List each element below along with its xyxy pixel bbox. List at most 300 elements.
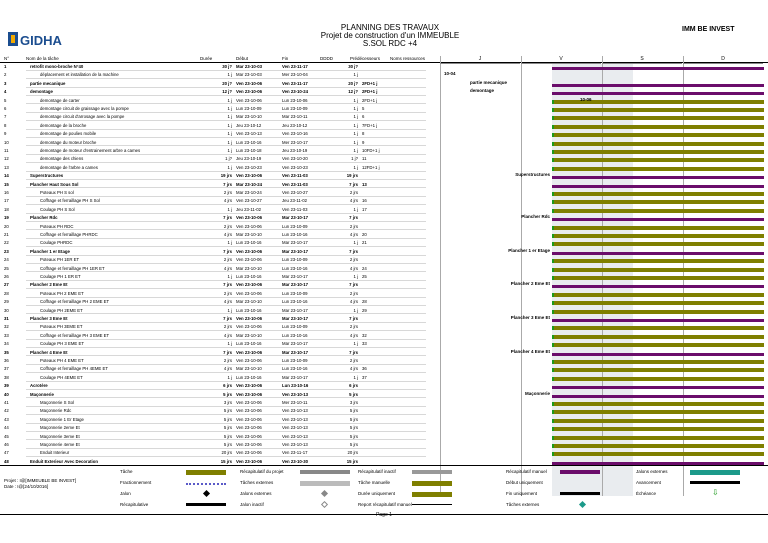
task-end: Lun 23-10-09: [282, 223, 308, 229]
task-row[interactable]: [4, 307, 426, 315]
task-name: partie mecanique: [30, 80, 66, 86]
task-end: Ven 23-10-20: [282, 156, 308, 162]
task-predecessors: 13: [362, 181, 367, 187]
task-dddd: 4 jrs: [349, 299, 358, 305]
legend-inactive-summary-swatch: [412, 470, 452, 474]
gantt-progress-marker: [552, 133, 554, 137]
task-predecessors: 36: [362, 366, 367, 372]
task-duration: 12 j?: [222, 89, 232, 95]
task-predecessors: 32: [362, 332, 367, 338]
task-predecessors: 37: [362, 374, 367, 380]
task-id: 14: [4, 173, 9, 179]
gantt-label: Plancher 2 Eme Et: [510, 281, 550, 287]
gantt-progress-marker: [552, 427, 554, 431]
task-id: 31: [4, 316, 9, 321]
task-row[interactable]: [4, 341, 426, 348]
task-start: Ven 23-10-06: [236, 408, 262, 414]
gantt-progress-marker: [552, 419, 554, 423]
gantt-label: Plancher Rdc: [521, 214, 550, 220]
task-dddd: 4 jrs: [349, 265, 358, 271]
legend-duration-only-swatch: [412, 492, 452, 497]
task-dddd: 1 j: [353, 72, 358, 78]
task-name: demontage du moteur broche: [40, 139, 97, 145]
gantt-progress-marker: [552, 360, 554, 364]
task-row[interactable]: [4, 156, 426, 163]
task-start: Ven 23-10-06: [236, 215, 263, 221]
gantt-progress-marker: [552, 276, 554, 280]
gantt-col-d: D: [683, 56, 763, 64]
gantt-col-j: J: [440, 56, 520, 64]
task-name: Coulage PH 1 ER ET: [40, 274, 81, 279]
title-line-2: Projet de construction d'un IMMEUBLE: [320, 31, 460, 40]
task-predecessors: 6: [362, 114, 365, 120]
task-row[interactable]: [4, 324, 426, 331]
task-id: 5: [4, 97, 7, 103]
gantt-task-bar[interactable]: [554, 242, 764, 246]
task-start: Jeu 23-11-02: [236, 206, 262, 212]
milestone-icon: [203, 490, 210, 497]
gantt-progress-marker: [552, 209, 554, 213]
gantt-task-bar[interactable]: [554, 133, 764, 137]
task-row[interactable]: [4, 223, 426, 231]
task-start: Lun 23-10-16: [236, 341, 262, 347]
task-name: Coulage PH 3 EME ET: [40, 341, 84, 347]
task-predecessors: 5: [362, 106, 365, 111]
task-id: 21: [4, 232, 9, 237]
task-dddd: 2 jrs: [349, 223, 358, 229]
task-start: Ven 23-10-27: [236, 198, 262, 204]
task-predecessors: 11: [362, 156, 367, 162]
task-name: Coffrage et ferraillage PH 4EME ET: [40, 366, 108, 372]
task-row[interactable]: [4, 391, 426, 399]
gantt-progress-marker: [552, 242, 554, 246]
task-end: Mer 23-10-17: [282, 139, 308, 145]
task-row[interactable]: [4, 198, 426, 205]
task-row[interactable]: [4, 366, 426, 373]
task-name: demontage de moteur d'entrainement arbre a cames: [40, 148, 141, 153]
gantt-task-bar[interactable]: [554, 125, 764, 129]
gantt-task-bar[interactable]: [554, 360, 764, 364]
task-start: Ven 23-10-06: [236, 450, 262, 456]
task-row[interactable]: [4, 383, 426, 390]
task-row[interactable]: [4, 274, 426, 281]
gantt-progress-marker: [552, 150, 554, 154]
task-end: Lun 23-10-09: [282, 257, 308, 263]
task-end: Lun 23-10-09: [282, 324, 308, 330]
gantt-chart: [440, 56, 764, 496]
gantt-task-bar[interactable]: [554, 259, 764, 263]
task-row[interactable]: [4, 89, 426, 96]
task-row[interactable]: [4, 248, 426, 256]
legend-task-swatch: [186, 470, 226, 475]
gantt-label: Plancher 1 er Etage: [508, 247, 550, 253]
gantt-task-bar[interactable]: [554, 276, 764, 280]
task-duration: 1 j: [227, 164, 232, 170]
task-name: Maçonnerie 4eme Et: [40, 442, 80, 447]
task-predecessors: 12FD+1 j: [362, 164, 380, 170]
gantt-summary-bar[interactable]: [552, 353, 764, 356]
legend-item: Récapitulatif manuel: [506, 469, 547, 474]
gantt-task-bar[interactable]: [554, 436, 764, 440]
col-header-name: Nom de la tâche: [26, 56, 59, 61]
task-duration: 1 j: [227, 148, 232, 153]
gantt-task-bar[interactable]: [554, 343, 764, 347]
task-id: 30: [4, 307, 9, 313]
gantt-col-s: S: [602, 56, 682, 64]
legend-item: Tâches externes: [240, 480, 274, 485]
task-id: 20: [4, 223, 9, 229]
project-info: [4, 478, 76, 490]
task-row[interactable]: [4, 358, 426, 365]
legend-item: Jalons externes: [636, 469, 668, 474]
task-start: Ven 23-10-06: [236, 324, 262, 330]
task-start: Ven 23-10-06: [236, 80, 263, 86]
task-start: Lun 23-10-16: [236, 274, 262, 279]
gantt-progress-marker: [552, 116, 554, 120]
gantt-task-bar[interactable]: [554, 158, 764, 162]
task-start: Ven 23-10-06: [236, 248, 263, 254]
legend-item: Début uniquement: [506, 480, 543, 485]
task-duration: 1 j: [227, 341, 232, 347]
task-end: Mar 23-10-17: [282, 240, 308, 246]
task-end: Ven 23-10-13: [282, 433, 308, 439]
task-end: Ven 23-11-03: [282, 173, 308, 179]
task-start: Mar 23-10-10: [236, 332, 262, 338]
task-row[interactable]: [4, 106, 426, 113]
task-row[interactable]: [4, 282, 426, 289]
task-id: 39: [4, 383, 9, 389]
task-duration: 15 jrs: [220, 458, 232, 464]
gantt-progress-marker: [552, 326, 554, 330]
task-end: Mar 23-10-17: [282, 248, 309, 254]
task-predecessors: 8: [362, 131, 365, 137]
task-name: demontage de l'arbre a cames: [40, 164, 98, 170]
title-line-3: S.SOL RDC +4: [362, 39, 418, 48]
task-row[interactable]: [4, 97, 426, 105]
legend-item: Jalons externes: [240, 491, 272, 496]
task-start: Mar 23-10-03: [236, 64, 263, 69]
task-dddd: 15 jrs: [346, 458, 358, 464]
task-duration: 1 j: [227, 274, 232, 279]
task-end: Ven 23-10-13: [282, 425, 308, 431]
gantt-task-bar[interactable]: [554, 150, 764, 154]
gantt-summary-bar[interactable]: [552, 84, 764, 87]
task-predecessors: 16: [362, 198, 367, 204]
task-row[interactable]: [4, 206, 426, 214]
gantt-task-bar[interactable]: [554, 108, 764, 112]
task-row[interactable]: [4, 316, 426, 323]
gantt-summary-bar[interactable]: [552, 319, 764, 322]
task-start: Ven 23-10-06: [236, 400, 262, 405]
task-row[interactable]: [4, 190, 426, 197]
task-start: Ven 23-10-06: [236, 383, 263, 389]
task-name: Coulage PH 4EME ET: [40, 374, 83, 380]
task-row[interactable]: [4, 139, 426, 147]
task-row[interactable]: [4, 64, 426, 71]
task-row[interactable]: [4, 433, 426, 441]
gantt-task-bar[interactable]: [554, 116, 764, 120]
task-duration: 1 j: [227, 307, 232, 313]
task-start: Ven 23-10-06: [236, 391, 263, 397]
task-duration: 5 jrs: [223, 433, 232, 439]
gantt-progress-marker: [552, 167, 554, 171]
col-header-end: Fin: [282, 56, 289, 61]
gantt-task-bar[interactable]: [554, 368, 764, 372]
task-row[interactable]: [4, 425, 426, 432]
task-row[interactable]: [4, 181, 426, 189]
task-id: 25: [4, 265, 9, 271]
gantt-task-bar[interactable]: [554, 268, 764, 272]
task-predecessors: 25: [362, 274, 367, 279]
task-start: Ven 23-10-23: [236, 164, 262, 170]
gantt-task-bar[interactable]: [554, 310, 764, 314]
gantt-label: Maçonnerie: [524, 390, 550, 396]
task-end: Mer 23-10-11: [282, 400, 308, 405]
legend-external-milestones-swatch: [690, 470, 740, 475]
task-row[interactable]: [4, 299, 426, 306]
task-row[interactable]: [4, 122, 426, 130]
task-row[interactable]: [4, 72, 426, 79]
legend-item: Tâches externes: [506, 502, 540, 507]
task-dddd: 5 jrs: [349, 433, 358, 439]
task-predecessors: 28: [362, 299, 367, 305]
legend-external-swatch: [300, 481, 350, 486]
task-row[interactable]: [4, 240, 426, 247]
gantt-progress-marker: [552, 335, 554, 339]
task-start: Ven 23-10-06: [236, 358, 262, 363]
task-name: Coulage PHRDC: [40, 240, 73, 246]
gantt-task-bar[interactable]: [554, 226, 764, 230]
task-predecessors: 17: [362, 206, 367, 212]
task-dddd: 2 jrs: [349, 257, 358, 263]
task-name: Poteaux PH 4 EME ET: [40, 358, 84, 363]
task-start: Mar 23-10-10: [236, 265, 262, 271]
task-end: Lun 23-10-16: [282, 383, 309, 389]
task-row[interactable]: [4, 232, 426, 239]
task-start: Lun 23-10-16: [236, 307, 262, 313]
task-dddd: 1 j: [353, 139, 358, 145]
task-start: Ven 23-10-06: [236, 223, 262, 229]
task-start: Mar 23-10-03: [236, 72, 262, 78]
task-id: 4: [4, 89, 7, 95]
task-end: Mar 23-10-17: [282, 341, 308, 347]
gantt-task-bar[interactable]: [554, 192, 764, 196]
task-duration: 4 jrs: [223, 366, 232, 372]
task-row[interactable]: [4, 164, 426, 172]
task-dddd: 30 j?: [348, 64, 358, 69]
task-id: 46: [4, 442, 9, 447]
task-row[interactable]: [4, 265, 426, 273]
task-start: Mar 23-10-10: [236, 114, 262, 120]
gantt-summary-bar[interactable]: [552, 176, 764, 179]
task-start: Mar 23-10-10: [236, 366, 262, 372]
task-start: Mar 23-10-24: [236, 181, 263, 187]
task-row[interactable]: [4, 442, 426, 449]
gantt-summary-bar[interactable]: [552, 67, 764, 70]
gantt-summary-bar[interactable]: [552, 185, 764, 188]
gantt-progress-marker: [552, 452, 554, 456]
task-end: Jeu 23-11-02: [282, 198, 308, 204]
task-end: Lun 23-10-09: [282, 358, 308, 363]
gantt-label: Superstructures: [515, 172, 550, 178]
task-name: demontage circuit de graissage avec la pompe: [40, 106, 129, 111]
gantt-summary-bar[interactable]: [552, 395, 764, 398]
task-name: Maçonnerie Rdc: [40, 408, 72, 414]
task-duration: 1 j: [227, 97, 232, 103]
gantt-task-bar[interactable]: [554, 142, 764, 146]
task-row[interactable]: [4, 173, 426, 180]
task-row[interactable]: [4, 374, 426, 382]
gantt-col-divider: [440, 56, 441, 496]
task-row[interactable]: [4, 416, 426, 424]
task-row[interactable]: [4, 148, 426, 155]
task-id: 42: [4, 408, 9, 414]
gantt-task-bar[interactable]: [554, 444, 764, 448]
task-dddd: 5 jrs: [349, 425, 358, 431]
gantt-task-bar[interactable]: [554, 326, 764, 330]
task-name: déplacement et installation de la machine: [40, 72, 119, 78]
task-dddd: 2 jrs: [349, 324, 358, 330]
task-row[interactable]: [4, 215, 426, 222]
task-name: Coffrage et ferraillage PH 2 EME ET: [40, 299, 110, 305]
inactive-milestone-icon: [321, 501, 328, 508]
gantt-task-bar[interactable]: [554, 410, 764, 414]
task-end: Mar 23-10-17: [282, 374, 308, 380]
task-dddd: 2 jrs: [349, 358, 358, 363]
gantt-col-v: V: [521, 56, 601, 64]
task-name: Superstructures: [30, 173, 64, 179]
task-id: 11: [4, 148, 9, 153]
task-duration: 5 jrs: [223, 408, 232, 414]
task-dddd: 1 j: [353, 114, 358, 120]
gantt-label: demontage: [470, 88, 495, 94]
task-duration: 4 jrs: [223, 299, 232, 305]
task-start: Ven 23-10-06: [236, 316, 263, 321]
task-dddd: 7 jrs: [349, 282, 358, 288]
task-dddd: 7 jrs: [349, 349, 358, 355]
gantt-progress-marker: [552, 301, 554, 305]
legend: [0, 465, 768, 515]
task-name: Plancher 4 Eme Et: [30, 349, 68, 355]
task-dddd: 3 jrs: [349, 400, 358, 405]
page-number: Page 1: [376, 512, 392, 518]
gantt-task-bar[interactable]: [554, 377, 764, 381]
gantt-task-bar[interactable]: [554, 402, 764, 406]
task-duration: 2 jrs: [223, 290, 232, 296]
gantt-summary-bar[interactable]: [552, 285, 764, 288]
gantt-progress-marker: [552, 200, 554, 204]
task-dddd: 5 jrs: [349, 391, 358, 397]
task-row[interactable]: [4, 349, 426, 357]
task-end: Mar 23-10-17: [282, 316, 309, 321]
deadline-arrow-icon: ⇩: [712, 488, 719, 497]
task-row[interactable]: [4, 131, 426, 138]
gantt-progress-marker: [552, 192, 554, 196]
gantt-task-bar[interactable]: [554, 209, 764, 213]
task-duration: 19 jrs: [220, 173, 232, 179]
task-dddd: 1 j: [353, 148, 358, 153]
gantt-task-bar[interactable]: [554, 293, 764, 297]
gantt-progress-marker: [552, 226, 554, 230]
task-end: Mar 23-10-17: [282, 282, 309, 288]
task-start: Mar 23-10-10: [236, 299, 262, 305]
legend-item: Récapitulative: [120, 502, 149, 507]
gantt-task-bar[interactable]: [554, 301, 764, 305]
legend-manual-rollup-swatch: [412, 504, 452, 505]
task-dddd: 5 jrs: [349, 442, 358, 447]
company-logo: [8, 28, 66, 50]
task-end: Mer 23-10-04: [282, 72, 308, 78]
task-name: demontage de carter: [40, 97, 80, 103]
gantt-task-bar[interactable]: [554, 335, 764, 339]
task-duration: 2 jrs: [223, 190, 232, 195]
col-header-id: N°: [4, 56, 10, 61]
gantt-task-bar[interactable]: [554, 427, 764, 431]
gantt-summary-bar[interactable]: [552, 386, 764, 389]
gantt-summary-bar[interactable]: [552, 92, 764, 95]
gantt-label: 10-04: [444, 71, 456, 77]
task-row[interactable]: [4, 408, 426, 415]
task-dddd: 1 j: [353, 122, 358, 128]
gantt-task-bar[interactable]: [554, 234, 764, 238]
gantt-summary-bar[interactable]: [552, 218, 764, 221]
task-row[interactable]: [4, 400, 426, 407]
task-duration: 5 jrs: [223, 416, 232, 422]
task-id: 44: [4, 425, 9, 431]
task-name: demontage des chiens: [40, 156, 84, 162]
task-duration: 5 jrs: [223, 391, 232, 397]
task-row[interactable]: [4, 257, 426, 264]
task-dddd: 5 jrs: [349, 408, 358, 414]
project-name: Projet : I@[IMMEUBLE BE INVEST]: [4, 478, 77, 483]
task-dddd: 1 j: [353, 131, 358, 137]
task-dddd: 1 j: [353, 240, 358, 246]
task-name: Coffrage et ferraillage PH 3 EME ET: [40, 332, 110, 338]
gantt-task-bar[interactable]: [554, 200, 764, 204]
gantt-task-bar[interactable]: [554, 167, 764, 171]
task-id: 26: [4, 274, 9, 279]
task-start: Ven 23-10-06: [236, 349, 263, 355]
task-dddd: 4 jrs: [349, 332, 358, 338]
task-row[interactable]: [4, 450, 426, 457]
task-dddd: 1 j: [353, 106, 358, 111]
task-row[interactable]: [4, 114, 426, 121]
task-start: Mar 23-10-10: [236, 232, 262, 237]
task-end: Lun 23-10-16: [282, 366, 308, 372]
task-duration: 4 jrs: [223, 232, 232, 237]
task-dddd: 1 j?: [351, 156, 358, 162]
external-task-icon: [579, 501, 586, 508]
task-end: Ven 23-11-03: [282, 206, 308, 212]
gantt-task-bar[interactable]: [554, 452, 764, 456]
task-row[interactable]: [4, 290, 426, 298]
task-end: Mar 23-10-17: [282, 274, 308, 279]
task-duration: 4 jrs: [223, 198, 232, 204]
task-row[interactable]: [4, 80, 426, 88]
task-name: Plancher Haut Sous Sol: [30, 181, 79, 187]
task-dddd: 7 jrs: [349, 181, 358, 187]
task-name: Coffrage et ferraillage PH 1ER ET: [40, 265, 105, 271]
gantt-task-bar[interactable]: [554, 419, 764, 423]
task-name: Coffrage et ferraillage PHRDC: [40, 232, 98, 237]
gantt-summary-bar[interactable]: [552, 252, 764, 255]
gantt-label: Plancher 4 Eme Et: [510, 348, 550, 354]
col-header-predecessors: Prédécesseurs: [350, 56, 381, 61]
legend-summary-swatch: [186, 503, 226, 506]
task-duration: 1 j: [227, 131, 232, 137]
task-row[interactable]: [4, 332, 426, 340]
task-id: 16: [4, 190, 9, 195]
